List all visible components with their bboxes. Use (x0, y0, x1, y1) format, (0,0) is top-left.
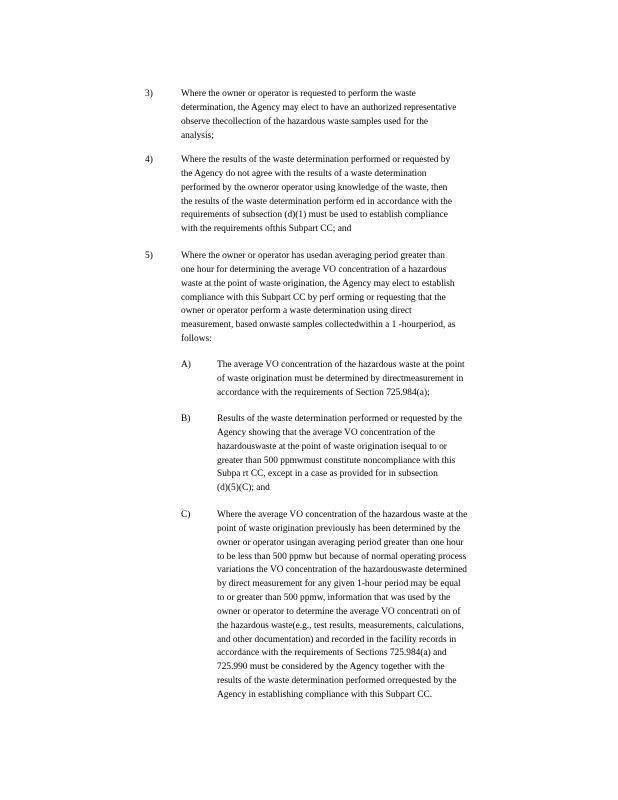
text-line: the Agency do not agree with the results of a waste determination (181, 168, 427, 179)
text-line: Where the owner or operator has usedan averaging period greater than (181, 251, 445, 261)
text-line: Agency showing that the average VO concentration of the (217, 427, 435, 438)
text-line: analysis; (181, 130, 214, 141)
text-line: performed by the owneror operator using knowledge of the waste, then (181, 182, 448, 193)
text-line: Results of the waste determination performed or requested by the (217, 414, 462, 424)
text-line: Where the results of the waste determination performed or requested by (181, 155, 451, 165)
text-line: (d)(5)(C); and (217, 483, 270, 494)
item-text (217, 413, 535, 496)
text-line: measurement, based onwaste samples collectedwithin a 1 -hourperiod, as (181, 320, 456, 331)
text-line: owner or operator usingan averaging period greater than one hour (217, 537, 464, 548)
text-line: Where the owner or operator is requested to perform the waste (181, 89, 416, 99)
text-line: of waste origination must be determined by directmeasurement in (217, 373, 464, 384)
text-line: observe thecollection of the hazardous waste samples used for the (181, 116, 429, 127)
text-line: by direct measurement for any given 1-hour period may be equal (217, 579, 461, 590)
item-text (181, 250, 537, 347)
text-line: waste at the point of waste origination, the Agency may elect to establish (181, 278, 455, 289)
text-line: requirements of subsection (d)(1) must be used to establish compliance (181, 210, 448, 221)
text-line: point of waste origination previously has been determined by the (217, 523, 461, 534)
item-number: A) (181, 360, 191, 370)
text-line: Subpa rt CC, except in a case as provided for in subsection (217, 469, 438, 480)
text-line: with the requirements ofthis Subpart CC; and (181, 224, 352, 235)
text-line: Where the average VO concentration of the hazardous waste at the (217, 510, 468, 520)
text-line: and other documentation) and recorded in the facility records in (217, 634, 457, 645)
text-line: accordance with the requirements of Section 725.984(a); (217, 387, 430, 398)
item-number: C) (181, 510, 191, 520)
text-line: the results of the waste determination perform ed in accordance with the (181, 196, 452, 207)
text-line: owner or operator to determine the average VO concentrati on of (217, 606, 461, 617)
item-number: 3) (145, 89, 153, 99)
text-line: accordance with the requirements of Sections 725.984(a) and (217, 648, 447, 659)
text-line: one hour for determining the average VO concentration of a hazardous (181, 264, 447, 275)
item-text (217, 359, 535, 401)
text-line: results of the waste determination performed orrequested by the (217, 676, 457, 687)
text-line: owner or operator perform a waste determination using direct (181, 306, 412, 317)
item-number: 4) (145, 155, 153, 165)
text-line: determination, the Agency may elect to have an authorized representative (181, 102, 457, 113)
item-text (217, 509, 535, 703)
text-line: variations the VO concentration of the hazardouswaste determined (217, 565, 467, 576)
text-line: compliance with this Subpart CC by perf orming or requesting that the (181, 292, 446, 303)
item-text (181, 88, 527, 143)
item-number: B) (181, 414, 191, 424)
text-line: greater than 500 ppmwmust constitute noncompliance with this (217, 455, 456, 466)
text-line: the hazardous waste(e.g., test results, measurements, calculations, (217, 620, 464, 631)
text-line: 725.990 must be considered by the Agency together with the (217, 662, 445, 673)
item-number: 5) (145, 251, 153, 261)
text-line: Agency in establishing compliance with this Subpart CC. (217, 689, 433, 700)
text-line: follows: (181, 334, 212, 345)
text-line: to or greater than 500 ppmw, information that was used by the (217, 593, 451, 604)
text-line: hazardouswaste at the point of waste origination isequal to or (217, 441, 447, 452)
text-line: to be less than 500 ppmw but because of normal operating process (217, 551, 467, 562)
text-line: The average VO concentration of the hazardous waste at the point (217, 360, 465, 370)
item-text (181, 154, 527, 237)
